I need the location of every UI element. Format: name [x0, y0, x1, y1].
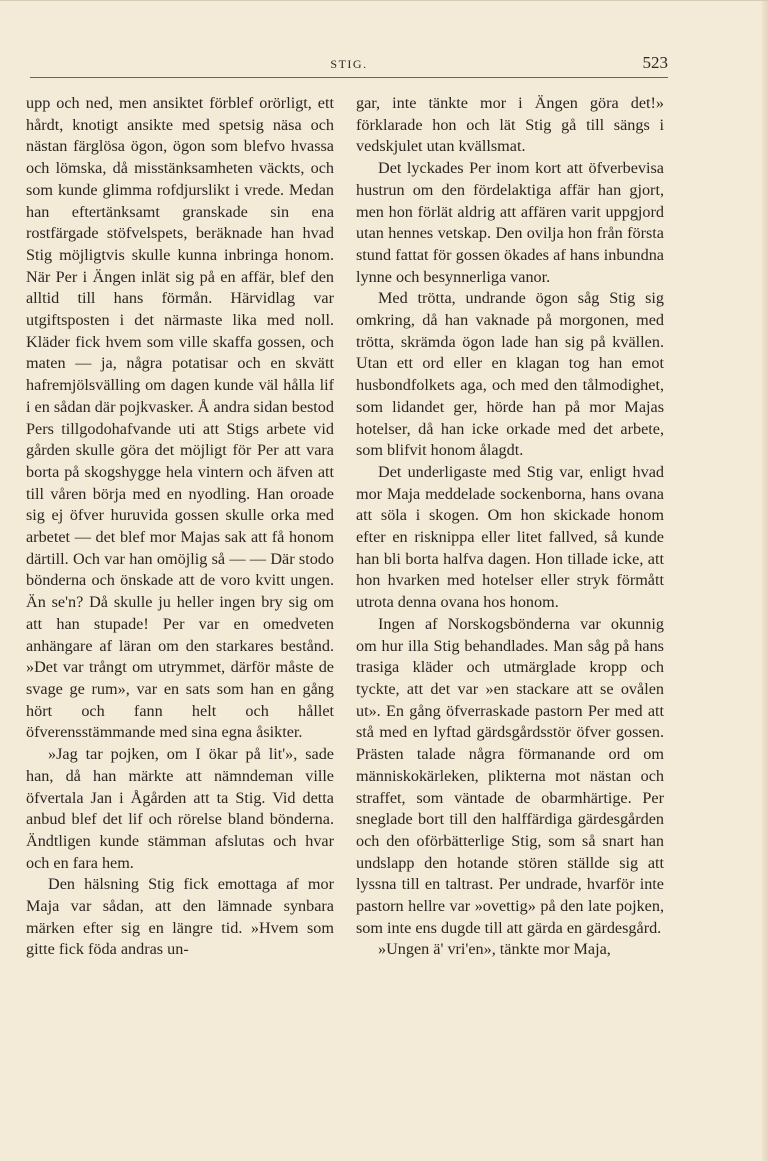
paragraph: Den hälsning Stig fick emottaga af mor Maja var sådan, att den lämnade synbara märken efter sig en längre tid. »Hvem som gitte fick föda andras un- [26, 875, 334, 959]
paragraph: upp och ned, men ansiktet förblef orörligt, ett hårdt, knotigt ansikte med spetsig näsa och nästan färglösa ögon, ögon som blefvo hvassa och lömska, då misstänksamheten väckts, och som kunde glimma rofdjurslikt i vrede. Medan han eftertänksamt granskade sin ena rostfärgade stöfvelspets, beräknade han hvad Stig möjligtvis skulle kunna inbringa honom. När Per i Ängen inlät sig på en affär, blef den alltid till hans förmån. Härvidlag var utgiftsposten i det närmaste lika med noll. Kläder fick hvem som ville skaffa gossen, och maten — ja, några potatisar och en skvätt hafremjölsvälling om dagen kunde väl hålla lif i en sådan där pojkvasker. Å andra sidan bestod Pers tillgodohafvande uti att Stigs arbete vid gården skulle göra det möjligt för Per att vara borta på skogshygge hela vintern och äfven att till våren börja med en nyodling. Han oroade sig ej öfver huruvida gossen skulle orka med arbetet — det blef mor Majas sak att få honom därtill. Och var han omöjlig så — — Där stodo bönderna och önskade att de voro kvitt ungen. Än se'n? Då skulle ju heller ingen bry sig om att han stupade! Per var en omedveten anhängare af läran om den starkares bestånd. »Det var trångt om utrymmet, därför måste de svage ge rum», var en sats som han en gång hört och fann helt och hållet öfverensstämmande med sina egna åsikter. [26, 94, 334, 742]
paragraph: »Ungen ä' vri'en», tänkte mor Maja, [378, 940, 611, 959]
page-number: 523 [642, 53, 668, 72]
paragraph: Med trötta, undrande ögon såg Stig sig omkring, då han vaknade på morgonen, med trötta, skrämda ögon lade han sig på kvällen. Utan ett ord eller en klagan tog han emot husbondfolkets aga, och med den tålmodighet, som lidandet ger, hörde han på mor Majas hotelser, då han icke orkade med det arbete, som blifvit honom ålagdt. [356, 289, 664, 460]
right-column [356, 93, 664, 961]
header-rule [30, 77, 668, 78]
running-title: STIG. [330, 57, 368, 71]
paragraph: Det underligaste med Stig var, enligt hvad mor Maja meddelade sockenborna, hans ovana att söla i skogen. Om hon skickade honom efter en risknippa eller litet fallved, så kunde han bli borta halfva dagen. Hon tillade icke, att hon hvarken med hotelser eller stryk förmått utrota denna ovana hos honom. [356, 462, 664, 612]
paragraph: »Jag tar pojken, om I ökar på lit'», sade han, då han märkte att nämndeman ville öfvertala Jan i Ågården att ta Stig. Vid detta anbud blef det lif och rörelse bland bönderna. Ändtligen kunde stämman afslutas och hvar och en fara hem. [26, 745, 334, 872]
paragraph: Ingen af Norskogsbönderna var okunnig om hur illa Stig behandlades. Man såg på hans trasiga kläder och utmärglade kropp och tyckte, att det var »en stackare att se ovålen ut». En gång öfverraskade pastorn Per med att stå med en lyftad gärdsgårdsstör öfver gossen. Prästen talade några förmanande ord om människokärleken, plikterna mot nästan och straffet, som väntade de obarmhärtige. Per sneglade bort till den halffärdiga gärdesgården och den oförbätterlige Stig, som så snart han undslapp den hotande stören ställde sig att lyssna till en taltrast. Per undrade, hvarför inte pastorn hellre var »ovettig» på den late pojken, som inte ens dugde till att gärda en gärdesgård. [356, 614, 664, 937]
paragraph: Det lyckades Per inom kort att öfverbevisa hustrun om den fördelaktiga affär han gjort, men hon förlät aldrig att affären varit uppgjord utan hennes vetskap. Den ovilja hon från första stund fattat för gossen ökades af hans inbundna lynne och besynnerliga vanor. [356, 159, 664, 286]
left-column [26, 93, 334, 961]
paragraph: gar, inte tänkte mor i Ängen göra det!» förklarade hon och lät Stig gå till sängs i vedskjulet utan kvällsmat. [356, 94, 664, 156]
page-header [30, 51, 668, 81]
page-fold-shadow [762, 1, 768, 1161]
